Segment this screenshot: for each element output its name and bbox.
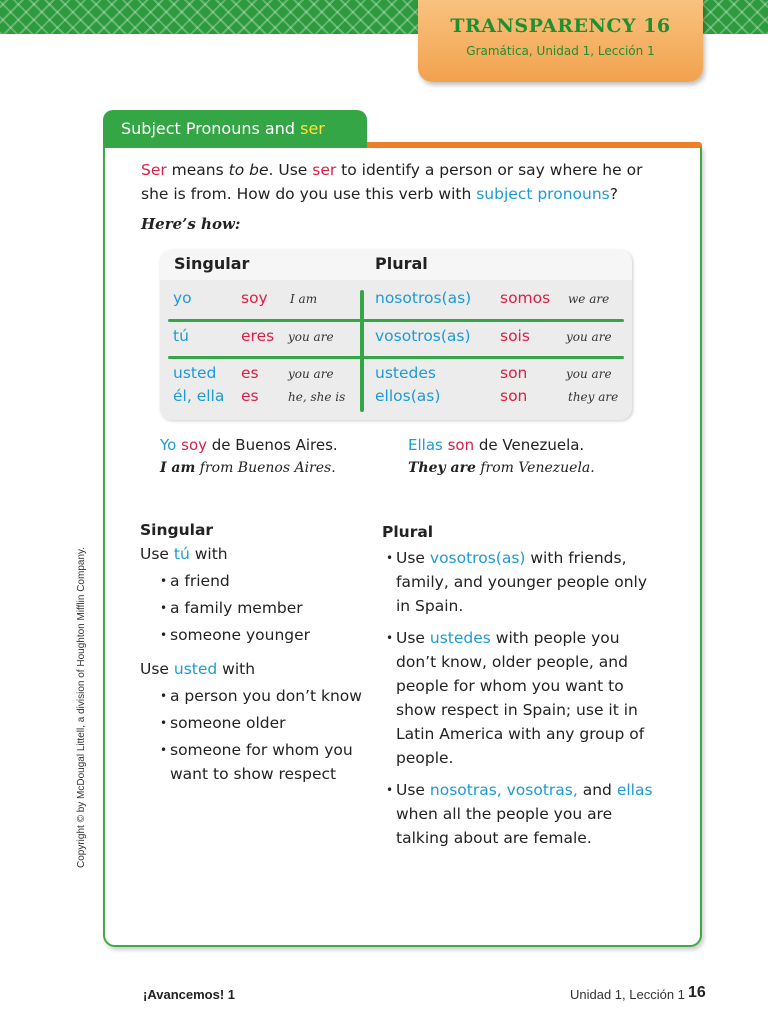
transparency-subtitle: Gramática, Unidad 1, Lección 1 — [466, 44, 655, 58]
table-cell-verb: son — [500, 364, 528, 382]
table-cell-pronoun: vosotros(as) — [375, 327, 471, 345]
use-usted-line — [140, 657, 375, 681]
plural-usage-column — [382, 520, 662, 850]
transparency-title: TRANSPARENCY 16 — [450, 15, 671, 37]
table-cell-verb: sois — [500, 327, 530, 345]
plural-usage-heading: Plural — [382, 523, 434, 541]
list-item — [382, 626, 662, 770]
section-title-ser: ser — [300, 119, 325, 138]
list-item: • a friend — [156, 569, 375, 593]
with-text: with — [189, 545, 228, 563]
section-title-text: Subject Pronouns and — [121, 119, 301, 138]
table-cell-verb: es — [241, 387, 259, 405]
example-pronoun: Ellas — [408, 436, 443, 454]
list-item — [382, 778, 662, 850]
example-spanish-rest: de Venezuela. — [474, 436, 585, 454]
list-item: • a family member — [156, 596, 375, 620]
footer-unit-lesson: Unidad 1, Lección 1 — [570, 987, 685, 1002]
table-cell-verb: somos — [500, 289, 551, 307]
example-left — [160, 434, 338, 480]
usted-word: usted — [173, 660, 218, 678]
table-cell-pronoun: usted — [173, 364, 217, 382]
table-cell-translation: you are — [566, 330, 612, 344]
and-text: and — [577, 781, 617, 799]
ellas-word: ellas — [616, 781, 653, 799]
example-english-rest: from Buenos Aires. — [195, 460, 336, 476]
list-item: • someone for whom you want to show respect — [156, 738, 370, 786]
use-text: Use — [396, 629, 430, 647]
nosotras-vosotras-words: nosotras, vosotras, — [429, 781, 578, 799]
conjugation-table — [160, 250, 632, 420]
footer-book-title: ¡Avancemos! 1 — [143, 987, 235, 1002]
list-item — [382, 546, 662, 618]
table-cell-verb: eres — [241, 327, 275, 345]
heres-how-label: Here’s how: — [141, 215, 241, 233]
table-cell-translation: you are — [288, 330, 334, 344]
table-cell-pronoun: yo — [173, 289, 192, 307]
intro-text-2: . Use — [268, 161, 313, 179]
example-spanish-rest: de Buenos Aires. — [207, 436, 338, 454]
intro-subject-pronouns: subject pronouns — [476, 185, 610, 203]
table-cell-translation: we are — [568, 292, 610, 306]
intro-text-1: means — [166, 161, 229, 179]
example-verb: soy — [181, 436, 208, 454]
bullet-text: with people you don’t know, older people, and people for whom you want to show respect in Spain; use it in Latin America with any group of people. — [396, 629, 645, 767]
bullet-text: when all the people you are talking about are female. — [396, 805, 613, 847]
table-row-divider — [168, 319, 624, 322]
intro-text-4: ? — [609, 185, 618, 203]
singular-usage-heading: Singular — [140, 521, 214, 539]
copyright-notice: Copyright © by McDougal Littell, a division of Houghton Mifflin Company. — [76, 546, 87, 868]
table-vertical-divider — [360, 290, 364, 412]
table-cell-pronoun: él, ella — [173, 387, 225, 405]
table-cell-pronoun: tú — [173, 327, 189, 345]
table-cell-translation: I am — [290, 292, 318, 306]
table-cell-translation: they are — [568, 390, 619, 404]
bullet-text: with friends, family, and younger people only in Spain. — [396, 549, 648, 615]
example-right — [408, 434, 595, 480]
tu-word: tú — [173, 545, 190, 563]
table-cell-translation: you are — [566, 367, 612, 381]
intro-ser-word: Ser — [141, 161, 167, 179]
intro-to-be: to be — [228, 161, 269, 179]
section-title — [103, 110, 367, 148]
use-text: Use — [396, 549, 430, 567]
list-item: • someone older — [156, 711, 375, 735]
table-cell-verb: son — [500, 387, 528, 405]
use-text: Use — [140, 545, 174, 563]
example-english-rest: from Venezuela. — [475, 460, 595, 476]
table-header — [160, 250, 632, 280]
table-cell-verb: soy — [241, 289, 268, 307]
intro-ser-word-2: ser — [312, 161, 337, 179]
table-row-divider — [168, 356, 624, 359]
example-english-bold: I am — [160, 460, 196, 476]
example-verb: son — [447, 436, 475, 454]
intro-text-3: to identify a person or say where he or she is from. How do you use this verb with — [141, 161, 643, 203]
example-pronoun: Yo — [160, 436, 177, 454]
singular-usage-column — [140, 518, 375, 786]
use-tu-line — [140, 542, 375, 566]
vosotros-word: vosotros(as) — [429, 549, 526, 567]
with-text: with — [217, 660, 256, 678]
use-text: Use — [140, 660, 174, 678]
list-item: • a person you don’t know — [156, 684, 375, 708]
table-cell-translation: he, she is — [288, 390, 346, 404]
table-cell-pronoun: nosotros(as) — [375, 289, 472, 307]
table-cell-pronoun: ellos(as) — [375, 387, 441, 405]
use-text: Use — [396, 781, 430, 799]
list-item: • someone younger — [156, 623, 375, 647]
ustedes-word: ustedes — [429, 629, 491, 647]
intro-paragraph — [141, 158, 666, 206]
table-cell-pronoun: ustedes — [375, 364, 436, 382]
singular-header: Singular — [174, 254, 250, 273]
example-english-bold: They are — [408, 460, 476, 476]
table-cell-verb: es — [241, 364, 259, 382]
transparency-badge — [418, 0, 703, 82]
plural-header: Plural — [375, 254, 428, 273]
page-number: 16 — [688, 984, 706, 1001]
table-cell-translation: you are — [288, 367, 334, 381]
